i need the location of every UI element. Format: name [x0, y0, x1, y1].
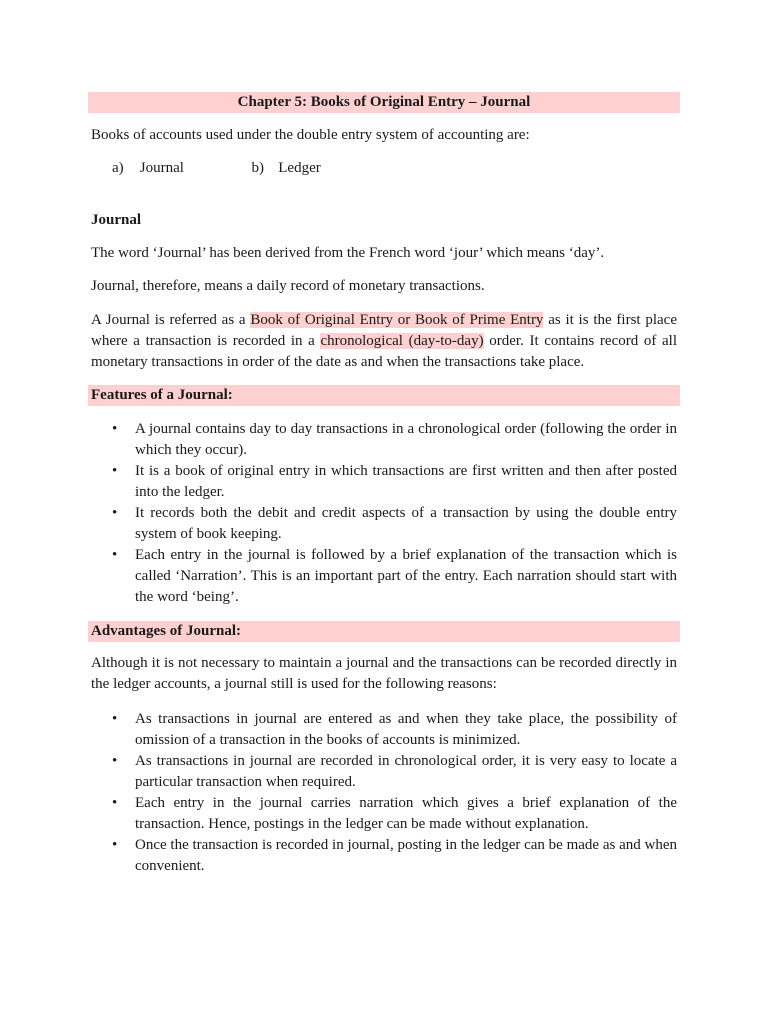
books-item-journal: Journal — [139, 160, 184, 176]
intro-paragraph: Books of accounts used under the double entry system of accounting are: — [91, 127, 530, 143]
feature-text: It records both the debit and credit aspects of a transaction by using the double entry system of book keeping. — [135, 505, 677, 542]
feature-text: Each entry in the journal is followed by a brief explanation of the transaction which is called ‘Narration’. This is an important part of the entry. Each narration should start with the word ‘being’. — [135, 547, 677, 605]
list-item — [91, 709, 677, 751]
list-item — [91, 545, 677, 608]
list-item — [91, 419, 677, 461]
definition-text-2: as it is the first place where a transaction is recorded in a — [91, 312, 677, 349]
advantages-list — [91, 709, 677, 877]
bullet-icon: • — [112, 837, 118, 853]
definition-text-1: A Journal is referred as a — [91, 312, 251, 328]
highlight-chronological: chronological (day-to-day) — [320, 333, 484, 349]
journal-heading: Journal — [91, 212, 142, 228]
bullet-icon: • — [112, 753, 118, 769]
features-heading: Features of a Journal: — [88, 385, 680, 406]
advantages-intro-paragraph: Although it is not necessary to maintain a journal and the transactions can be recorded directly in the ledger accounts, a journal still is used for the following reasons: — [91, 655, 677, 692]
books-marker-b: b) — [251, 160, 264, 176]
books-list — [112, 158, 321, 179]
advantage-text: As transactions in journal are entered as and when they take place, the possibility of omission of a transaction in the books of accounts is minimized. — [135, 711, 677, 748]
derivation-paragraph: The word ‘Journal’ has been derived from the French word ‘jour’ which means ‘day’. — [91, 245, 605, 261]
list-item — [91, 793, 677, 835]
advantages-heading: Advantages of Journal: — [88, 621, 680, 642]
feature-text: A journal contains day to day transactions in a chronological order (following the order in which they occur). — [135, 421, 677, 458]
chapter-title: Chapter 5: Books of Original Entry – Journal — [88, 92, 680, 113]
books-item-ledger: Ledger — [278, 160, 321, 176]
highlight-book-of-original-entry: Book of Original Entry or Book of Prime Entry — [250, 312, 544, 328]
advantage-text: Once the transaction is recorded in journal, posting in the ledger can be made as and when convenient. — [135, 837, 677, 874]
bullet-icon: • — [112, 711, 118, 727]
bullet-icon: • — [112, 421, 118, 437]
list-item — [91, 461, 677, 503]
advantage-text: As transactions in journal are recorded in chronological order, it is very easy to locate a particular transaction when required. — [135, 753, 677, 790]
advantage-text: Each entry in the journal carries narration which gives a brief explanation of the transaction. Hence, postings in the ledger can be made without explanation. — [135, 795, 677, 832]
features-list — [91, 419, 677, 608]
books-marker-a: a) — [112, 160, 124, 176]
bullet-icon: • — [112, 463, 118, 479]
bullet-icon: • — [112, 547, 118, 563]
bullet-icon: • — [112, 505, 118, 521]
list-item — [91, 835, 677, 877]
meaning-paragraph: Journal, therefore, means a daily record of monetary transactions. — [91, 278, 485, 294]
list-item — [91, 751, 677, 793]
definition-text-3: order. It contains record of all monetary transactions in order of the date as and when the transactions take place. — [91, 333, 678, 370]
feature-text: It is a book of original entry in which transactions are first written and then after posted into the ledger. — [135, 463, 677, 500]
list-item — [91, 503, 677, 545]
bullet-icon: • — [112, 795, 118, 811]
definition-paragraph — [91, 310, 677, 373]
